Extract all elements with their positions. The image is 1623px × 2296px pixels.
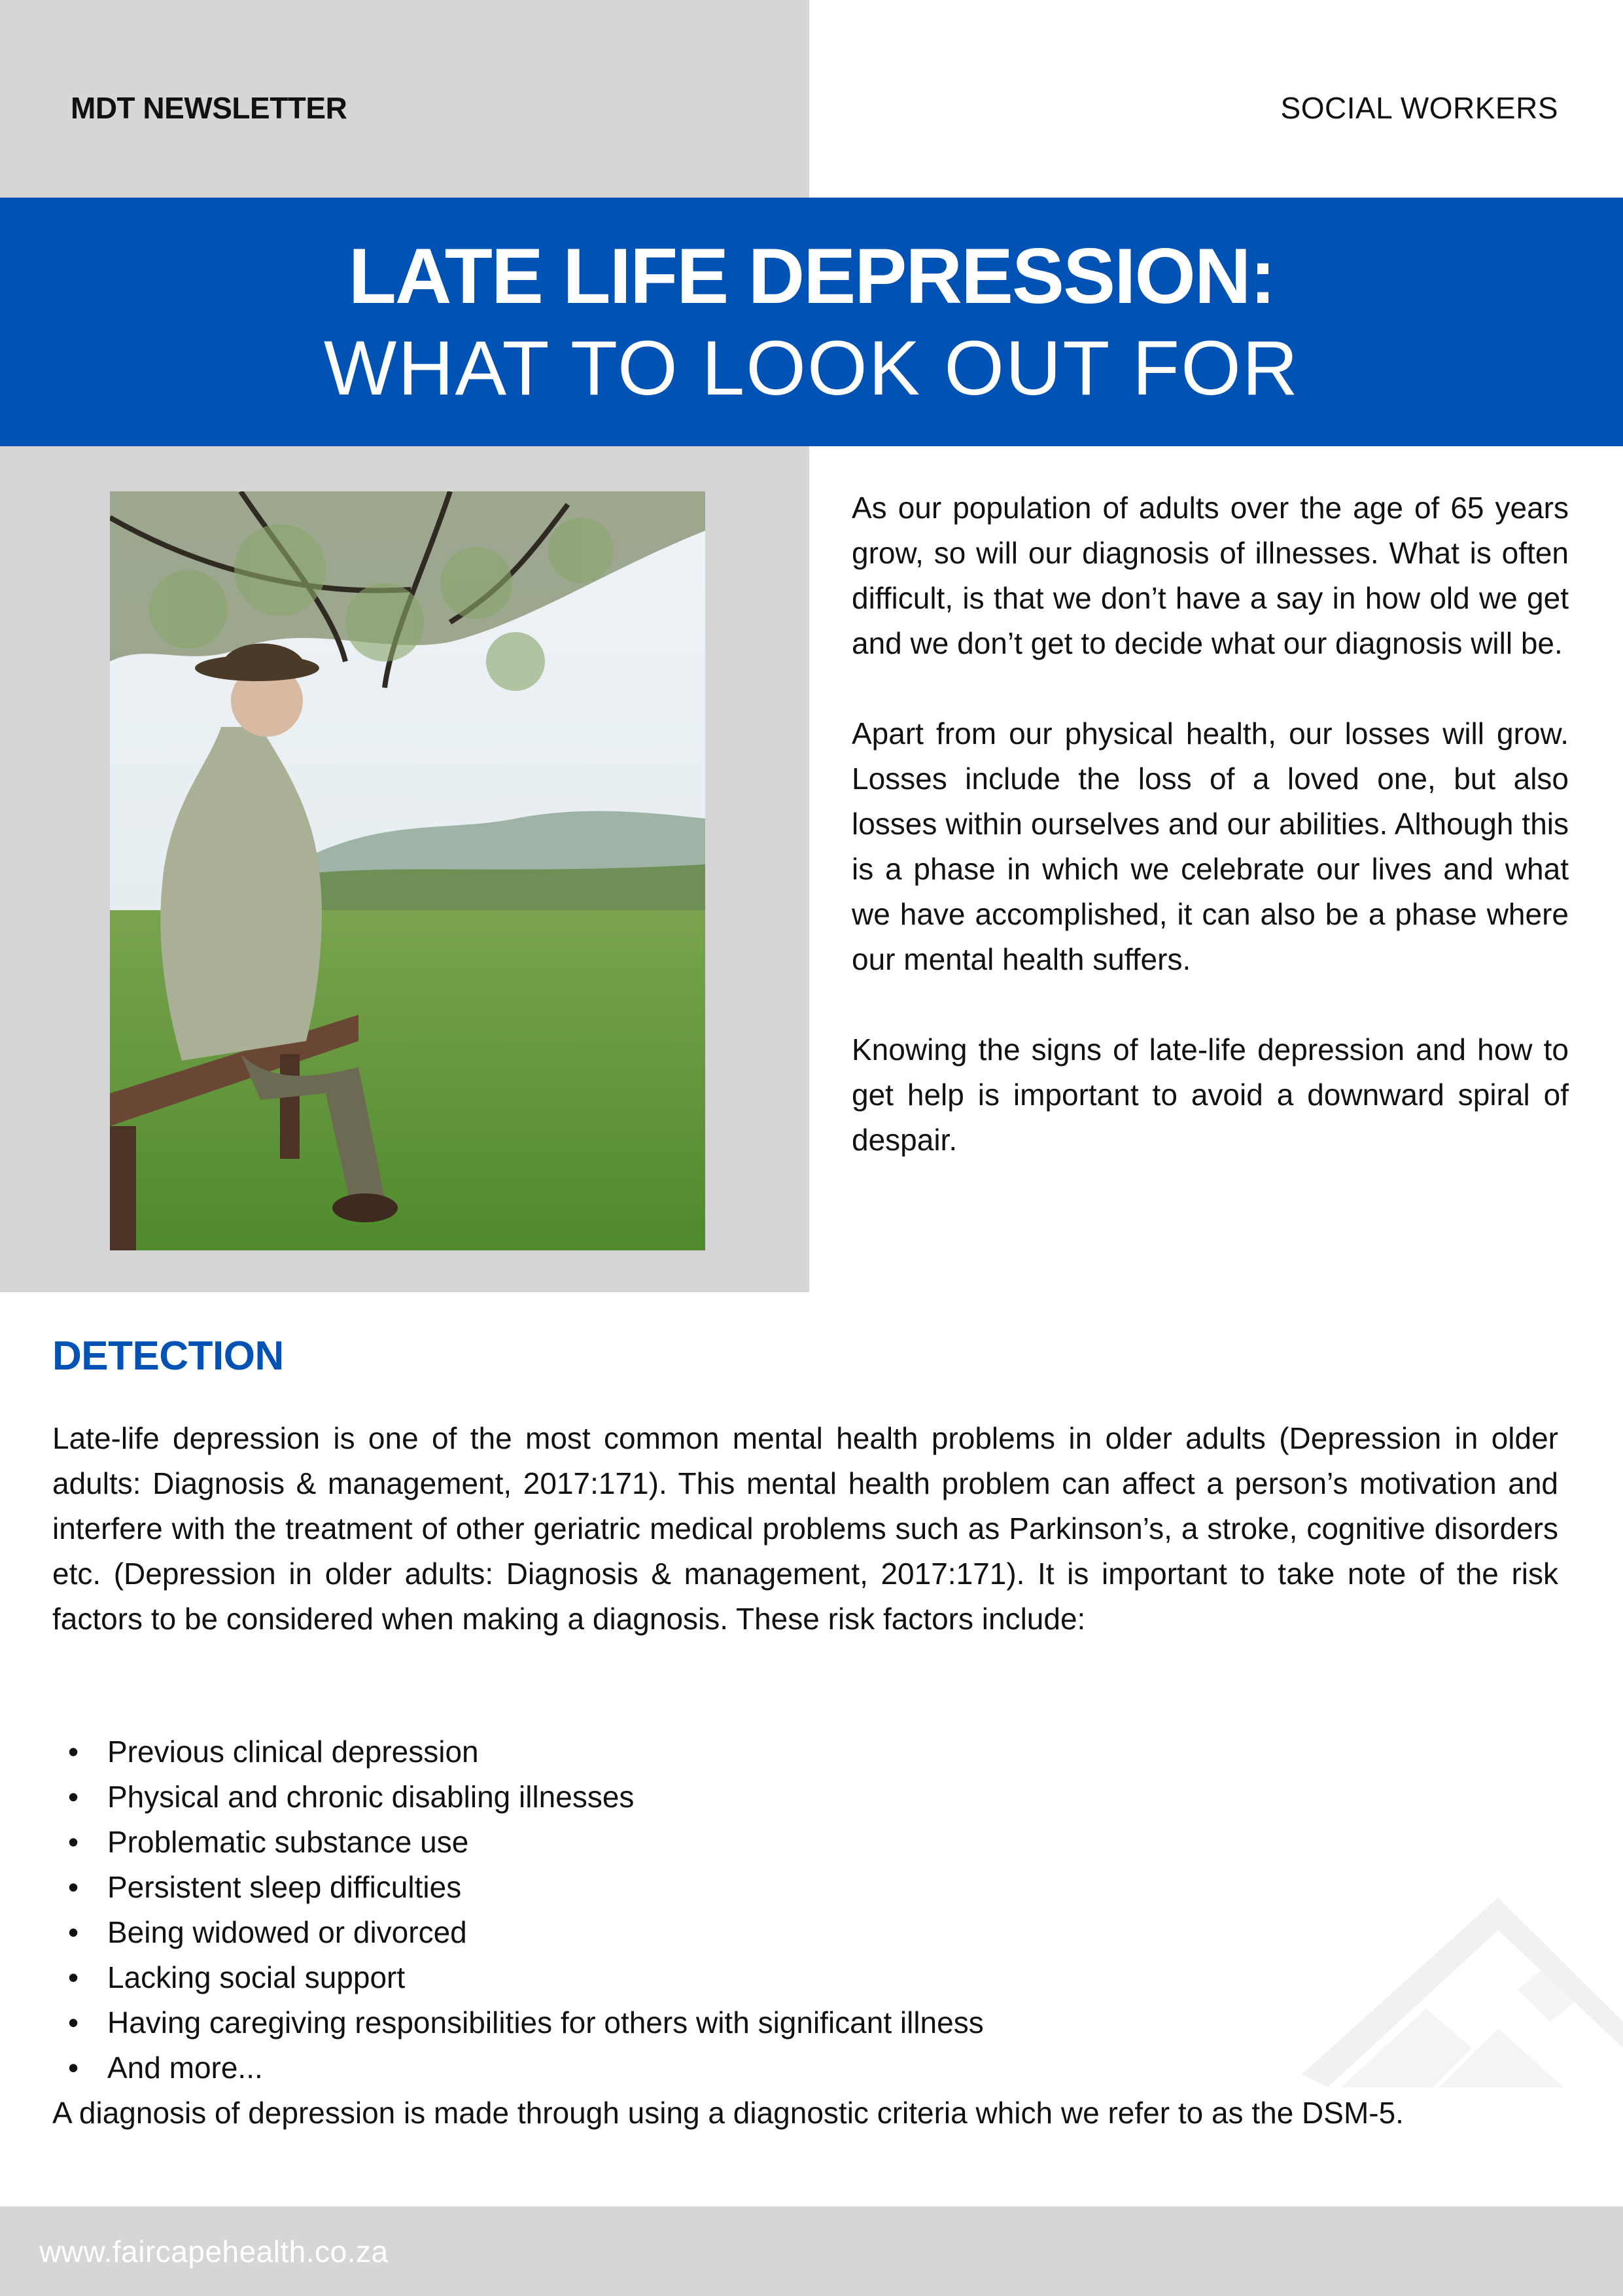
photo-illustration xyxy=(110,491,705,1250)
list-item xyxy=(52,1775,1558,1820)
bullet-icon: • xyxy=(68,1735,79,1769)
intro-text xyxy=(852,486,1569,1208)
bullet-icon: • xyxy=(68,2005,79,2040)
intro-paragraph: As our population of adults over the age of 65 years grow, so will our diagnosis of illnesses. What is often difficult, is that we don’t have a say in how old we get and we don’t get to decide what our diagnosis will be. xyxy=(852,491,1569,660)
bullet-icon: • xyxy=(68,2051,79,2085)
risk-factor-text: And more... xyxy=(107,2051,263,2085)
risk-factor-text: Problematic substance use xyxy=(107,1825,469,1859)
risk-factor-text: Having caregiving responsibilities for others with significant illness xyxy=(107,2005,984,2040)
website-link[interactable]: www.faircapehealth.co.za xyxy=(39,2234,389,2269)
risk-factor-text: Physical and chronic disabling illnesses xyxy=(107,1780,635,1814)
title-banner xyxy=(0,198,1623,446)
list-item xyxy=(52,1820,1558,1865)
detection-paragraph: Late-life depression is one of the most common mental health problems in older adults (Depression in older adults: Diagnosis & management, 2017:171). This mental health problem can affect a person’s motivation and interfere with the treatment of other geriatric medical problems such as Parkinson’s, a stroke, cognitive disorders etc. (Depression in older adults: Diagnosis & management, 2017:171). It is important to take note of the risk factors to be considered when making a diagnosis. These risk factors include: xyxy=(52,1421,1558,1636)
watermark-graphic xyxy=(1302,1891,1623,2087)
watermark-logo-icon xyxy=(1302,1891,1623,2087)
detection-heading: DETECTION xyxy=(52,1333,284,1379)
bullet-icon: • xyxy=(68,1825,79,1859)
risk-factor-text: Persistent sleep difficulties xyxy=(107,1870,462,1904)
section-label: SOCIAL WORKERS xyxy=(1280,91,1558,125)
newsletter-label: MDT NEWSLETTER xyxy=(71,91,347,125)
page-title: LATE LIFE DEPRESSION: xyxy=(348,232,1275,320)
intro-paragraph: Knowing the signs of late-life depression and how to get help is important to avoid a downward spiral of despair. xyxy=(852,1033,1569,1157)
elderly-man-photo xyxy=(110,491,705,1250)
list-item xyxy=(52,1729,1558,1775)
closing-paragraph: A diagnosis of depression is made through using a diagnostic criteria which we refer to as the DSM-5. xyxy=(52,2096,1404,2130)
footer-bar xyxy=(0,2206,1623,2296)
bullet-icon: • xyxy=(68,1780,79,1814)
risk-factor-text: Being widowed or divorced xyxy=(107,1915,467,1949)
bullet-icon: • xyxy=(68,1870,79,1904)
intro-paragraph: Apart from our physical health, our losses will grow. Losses include the loss of a loved one, but also losses within ourselves and our abilities. Although this is a phase in which we celebrate our lives and what we have accomplished, it can also be a phase where our mental health suffers. xyxy=(852,716,1569,976)
risk-factor-text: Lacking social support xyxy=(107,1960,406,1994)
page-subtitle: WHAT TO LOOK OUT FOR xyxy=(323,325,1300,412)
bullet-icon: • xyxy=(68,1915,79,1949)
risk-factor-text: Previous clinical depression xyxy=(107,1735,479,1769)
bullet-icon: • xyxy=(68,1960,79,1994)
